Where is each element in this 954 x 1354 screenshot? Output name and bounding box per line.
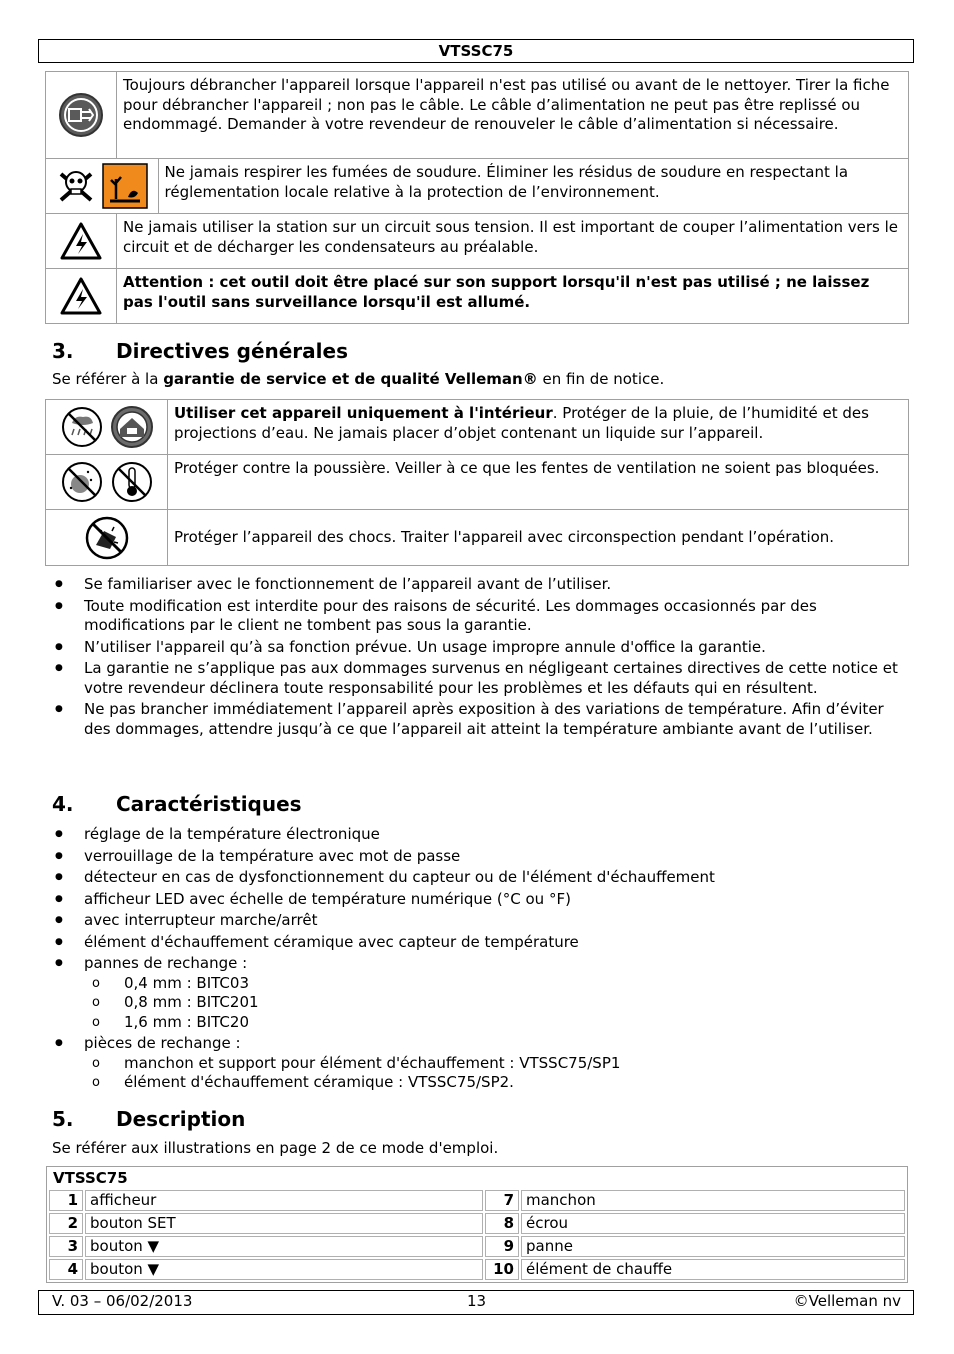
table-title: VTSSC75 xyxy=(53,1169,128,1187)
sub-list-item: o manchon et support pour élément d'échauffement : VTSSC75/SP1 xyxy=(84,1054,902,1074)
header-title: VTSSC75 xyxy=(438,42,514,60)
section-3-heading xyxy=(52,339,348,363)
table-row xyxy=(49,1213,905,1234)
section-number: 3. xyxy=(52,339,74,363)
part-number: 10 xyxy=(485,1259,519,1280)
list-item: ● avec interrupteur marche/arrêt xyxy=(52,911,902,931)
unplug-icon xyxy=(58,92,104,138)
list-item: ● réglage de la température électronique xyxy=(52,825,902,845)
directive-bold: Utiliser cet appareil uniquement à l'intérieur xyxy=(174,404,553,422)
part-label: élément de chauffe xyxy=(521,1259,905,1280)
list-item: ● N’utiliser l'appareil qu’à sa fonction prévue. Un usage impropre annule d'office la garantie. xyxy=(52,638,902,658)
part-number: 2 xyxy=(49,1213,83,1234)
list-item xyxy=(52,1034,902,1093)
page-footer xyxy=(38,1290,914,1315)
section-5-heading xyxy=(52,1107,245,1131)
footer-copyright: ©Velleman nv xyxy=(793,1292,901,1310)
part-number: 7 xyxy=(485,1190,519,1211)
part-label: panne xyxy=(521,1236,905,1257)
part-label: bouton ▼ xyxy=(85,1236,483,1257)
footer-page-number: 13 xyxy=(467,1292,487,1310)
directive-text: Protéger contre la poussière. Veiller à ce que les fentes de ventilation ne soient pas bloquées. xyxy=(168,455,909,510)
section-title: Description xyxy=(116,1107,246,1131)
directive-icon-cell xyxy=(46,455,168,510)
footer-version: V. 03 – 06/02/2013 xyxy=(52,1292,193,1310)
table-row xyxy=(49,1236,905,1257)
intro-text: en fin de notice. xyxy=(537,370,665,388)
list-item: ● afficheur LED avec échelle de température numérique (°C ou °F) xyxy=(52,890,902,910)
list-item: ● Toute modification est interdite pour des raisons de sécurité. Les dommages occasionnés par des modifications par le client ne tombent pas sous la garantie. xyxy=(52,597,902,636)
high-voltage-icon xyxy=(59,221,103,261)
no-heat-icon xyxy=(110,460,154,504)
part-number: 4 xyxy=(49,1259,83,1280)
section-5-intro: Se référer aux illustrations en page 2 de ce mode d'emploi. xyxy=(52,1139,499,1157)
no-shock-icon xyxy=(84,515,130,561)
sub-list-item: o 0,4 mm : BITC03 xyxy=(84,974,902,994)
sub-list-item: o élément d'échauffement céramique : VTSSC75/SP2. xyxy=(84,1073,902,1093)
parts-sublist xyxy=(84,1054,902,1093)
section-title: Caractéristiques xyxy=(116,792,302,816)
section-4-bullets xyxy=(52,825,902,1095)
description-table xyxy=(46,1166,908,1283)
list-item: ● élément d'échauffement céramique avec capteur de température xyxy=(52,933,902,953)
part-label: afficheur xyxy=(85,1190,483,1211)
part-label: bouton SET xyxy=(85,1213,483,1234)
section-number: 4. xyxy=(52,792,74,816)
warning-text: Ne jamais respirer les fumées de soudure. Éliminer les résidus de soudure en respectant la réglementation locale relative à la protection de l’environnement. xyxy=(158,159,909,214)
warning-text: Toujours débrancher l'appareil lorsque l'appareil n'est pas utilisé ou avant de le nettoyer. Tirer la fiche pour débrancher l'appareil ; non pas le câble. Le câble d’alimentation ne peut pas être replissé ou endommagé. Demander à votre revendeur de renouveler le câble d’alimentation si nécessaire. xyxy=(117,72,909,159)
section-title: Directives générales xyxy=(116,339,348,363)
tips-sublist xyxy=(84,974,902,1033)
intro-text: Se référer à la xyxy=(52,370,164,388)
list-item: ● Ne pas brancher immédiatement l’appareil après exposition à des variations de température. Afin d’éviter des dommages, attendre jusqu’à ce que l’appareil ait atteint la température ambiante avant de l’utiliser. xyxy=(52,700,902,739)
list-item: ● Se familiariser avec le fonctionnement de l’appareil avant de l’utiliser. xyxy=(52,575,902,595)
no-rain-icon xyxy=(60,405,104,449)
section-4-heading xyxy=(52,792,302,816)
parts-label: pièces de rechange : xyxy=(84,1034,241,1052)
part-number: 9 xyxy=(485,1236,519,1257)
table-row xyxy=(49,1190,905,1211)
list-item xyxy=(52,954,902,1032)
part-label: manchon xyxy=(521,1190,905,1211)
warning-icon-cell xyxy=(46,72,117,159)
section-3-intro xyxy=(52,370,664,390)
part-label: écrou xyxy=(521,1213,905,1234)
table-row xyxy=(49,1259,905,1280)
sub-list-item: o 1,6 mm : BITC20 xyxy=(84,1013,902,1033)
directive-text: Protéger l’appareil des chocs. Traiter l'appareil avec circonspection pendant l’opération. xyxy=(168,510,909,566)
part-number: 3 xyxy=(49,1236,83,1257)
list-item: ● verrouillage de la température avec mot de passe xyxy=(52,847,902,867)
intro-bold: garantie de service et de qualité Velleman® xyxy=(163,370,538,388)
directive-text xyxy=(168,400,909,455)
directive-body: . Protéger de la pluie, de l’humidité et des projections d’eau. Ne jamais placer d’objet contenant un liquide sur l’appareil. xyxy=(174,404,869,442)
indoor-use-icon xyxy=(110,405,154,449)
tips-label: pannes de rechange : xyxy=(84,954,248,972)
directive-icon-cell xyxy=(46,400,168,455)
skull-icon xyxy=(56,166,96,206)
warning-icon-cell xyxy=(46,214,117,269)
part-label: bouton ▼ xyxy=(85,1259,483,1280)
section-3-bullets xyxy=(52,575,902,741)
warning-table xyxy=(45,71,909,324)
high-voltage-icon xyxy=(59,276,103,316)
no-dust-icon xyxy=(60,460,104,504)
warning-icon-cell xyxy=(46,159,159,214)
part-number: 8 xyxy=(485,1213,519,1234)
warning-text: Attention : cet outil doit être placé sur son support lorsqu'il n'est pas utilisé ; ne laissez pas l'outil sans surveillance lorsqu'il est allumé. xyxy=(117,269,909,324)
part-number: 1 xyxy=(49,1190,83,1211)
directive-icon-cell xyxy=(46,510,168,566)
list-item: ● détecteur en cas de dysfonctionnement du capteur ou de l'élément d'échauffement xyxy=(52,868,902,888)
warning-text: Ne jamais utiliser la station sur un circuit sous tension. Il est important de couper l’alimentation vers le circuit et de décharger les condensateurs au préalable. xyxy=(117,214,909,269)
warning-icon-cell xyxy=(46,269,117,324)
page-header xyxy=(38,39,914,63)
directives-table xyxy=(45,399,909,566)
section-number: 5. xyxy=(52,1107,74,1131)
list-item: ● La garantie ne s’applique pas aux dommages survenus en négligeant certaines directives de cette notice et votre revendeur déclinera toute responsabilité pour les problèmes et les défauts qui en résultent. xyxy=(52,659,902,698)
sub-list-item: o 0,8 mm : BITC201 xyxy=(84,993,902,1013)
environment-hazard-icon xyxy=(102,163,148,209)
